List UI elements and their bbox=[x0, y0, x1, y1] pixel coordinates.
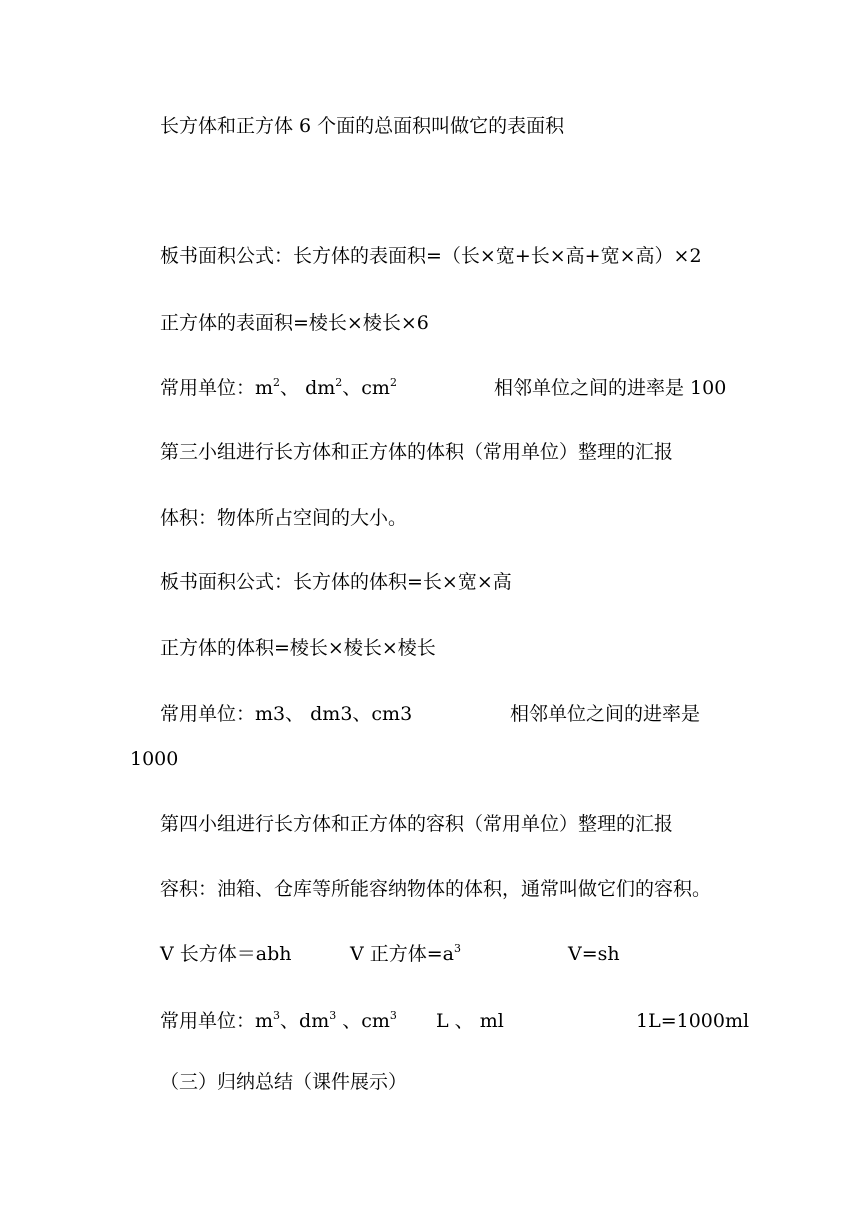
capacity-units-cm: 、cm bbox=[336, 1010, 390, 1032]
surface-units-cm: 、cm bbox=[342, 377, 390, 399]
surface-units-prefix: 常用单位：m bbox=[160, 377, 274, 399]
volume-definition: 体积：物体所占空间的大小。 bbox=[160, 507, 408, 529]
general-volume-formula: V=sh bbox=[568, 943, 620, 965]
superscript-3: 3 bbox=[273, 1009, 281, 1022]
cube-surface-formula: 正方体的表面积=棱长×棱长×6 bbox=[160, 312, 429, 334]
cuboid-surface-formula: 板书面积公式：长方体的表面积=（长×宽+长×高+宽×高）×2 bbox=[160, 245, 702, 267]
group3-report: 第三小组进行长方体和正方体的体积（常用单位）整理的汇报 bbox=[160, 441, 674, 463]
volume-units-rate-value: 1000 bbox=[130, 748, 179, 770]
cuboid-volume-formula: 板书面积公式：长方体的体积=长×宽×高 bbox=[160, 571, 512, 593]
superscript-2: 2 bbox=[335, 376, 343, 389]
cube-capacity-prefix: V 正方体=a bbox=[350, 943, 455, 965]
cuboid-capacity-formula: V 长方体＝abh bbox=[160, 943, 292, 965]
superscript-2: 2 bbox=[273, 376, 281, 389]
superscript-3: 3 bbox=[329, 1009, 337, 1022]
capacity-units-liters: L 、 ml bbox=[436, 1010, 504, 1032]
surface-area-definition: 长方体和正方体 6 个面的总面积叫做它的表面积 bbox=[160, 115, 565, 137]
capacity-units-dm: 、dm bbox=[280, 1010, 330, 1032]
summary-heading: （三）归纳总结（课件展示） bbox=[160, 1071, 408, 1093]
cube-capacity-formula bbox=[350, 942, 462, 965]
superscript-3: 3 bbox=[389, 1009, 397, 1022]
surface-units-line bbox=[160, 376, 397, 399]
surface-units-dm: 、 dm bbox=[280, 377, 336, 399]
capacity-definition: 容积：油箱、仓库等所能容纳物体的体积，通常叫做它们的容积。 bbox=[160, 878, 712, 900]
cube-volume-formula: 正方体的体积=棱长×棱长×棱长 bbox=[160, 637, 436, 659]
group4-report: 第四小组进行长方体和正方体的容积（常用单位）整理的汇报 bbox=[160, 813, 674, 835]
superscript-2: 2 bbox=[389, 376, 397, 389]
volume-units-rate: 相邻单位之间的进率是 bbox=[510, 703, 701, 725]
liter-conversion: 1L=1000ml bbox=[636, 1010, 750, 1032]
capacity-units-prefix: 常用单位：m bbox=[160, 1010, 274, 1032]
volume-units-text: 常用单位：m3、 dm3、cm3 bbox=[160, 703, 413, 725]
surface-units-rate: 相邻单位之间的进率是 100 bbox=[494, 377, 727, 399]
superscript-3: 3 bbox=[454, 942, 462, 955]
capacity-units-line bbox=[160, 1009, 397, 1032]
